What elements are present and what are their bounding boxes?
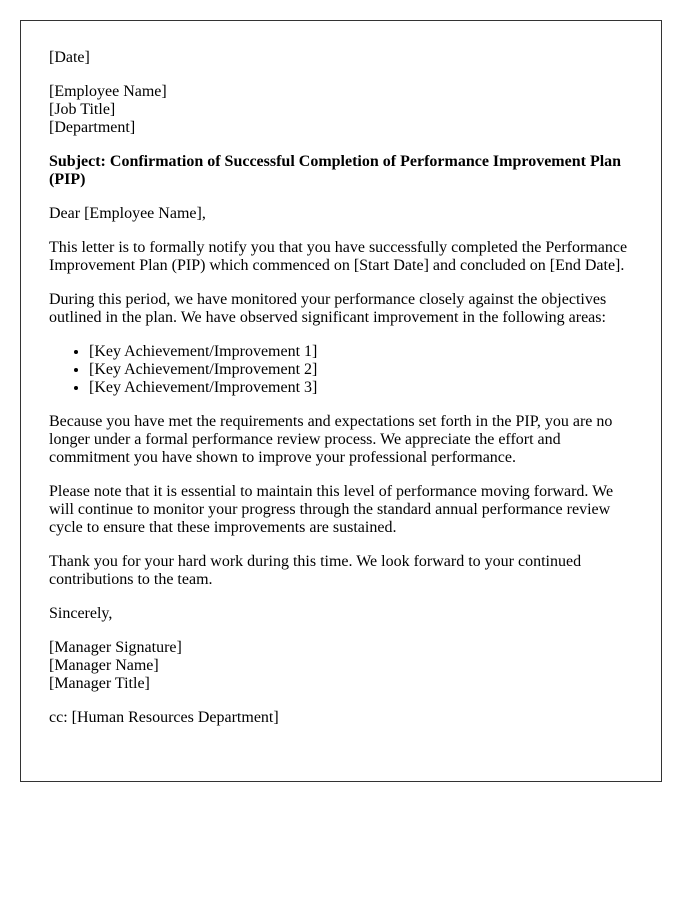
salutation: Dear [Employee Name], [49, 205, 206, 222]
recipient-department: [Department] [49, 119, 136, 136]
achievements-list [49, 343, 633, 397]
subject-line: Subject: Confirmation of Successful Completion of Performance Improvement Plan (PIP) [49, 153, 622, 188]
letter [20, 20, 662, 782]
thanks-paragraph: Thank you for your hard work during this time. We look forward to your continued contributions to the team. [49, 553, 582, 588]
date: [Date] [49, 49, 90, 66]
closing: Sincerely, [49, 605, 113, 622]
manager-title: [Manager Title] [49, 675, 150, 692]
manager-signature: [Manager Signature] [49, 639, 182, 656]
monitoring-paragraph: During this period, we have monitored your performance closely against the objectives outlined in the plan. We have observed significant improvement in the following areas: [49, 291, 607, 326]
cc-line: cc: [Human Resources Department] [49, 709, 279, 726]
recipient-job-title: [Job Title] [49, 101, 116, 118]
maintain-paragraph: Please note that it is essential to maintain this level of performance moving forward. We will continue to monitor your progress through the standard annual performance review cycle to ensure that these improvements are sustained. [49, 483, 614, 536]
list-item: • [Key Achievement/Improvement 1] [89, 343, 633, 361]
list-item: • [Key Achievement/Improvement 3] [89, 379, 633, 397]
requirements-paragraph: Because you have met the requirements and expectations set forth in the PIP, you are no longer under a formal performance review process. We appreciate the effort and commitment you have shown to improve your professional performance. [49, 413, 613, 466]
recipient-block [49, 83, 633, 137]
intro-paragraph: This letter is to formally notify you that you have successfully completed the Performance Improvement Plan (PIP) which commenced on [Start Date] and concluded on [End Date]. [49, 239, 628, 274]
signature-block [49, 639, 633, 693]
list-item: • [Key Achievement/Improvement 2] [89, 361, 633, 379]
recipient-name: [Employee Name] [49, 83, 167, 100]
manager-name: [Manager Name] [49, 657, 159, 674]
